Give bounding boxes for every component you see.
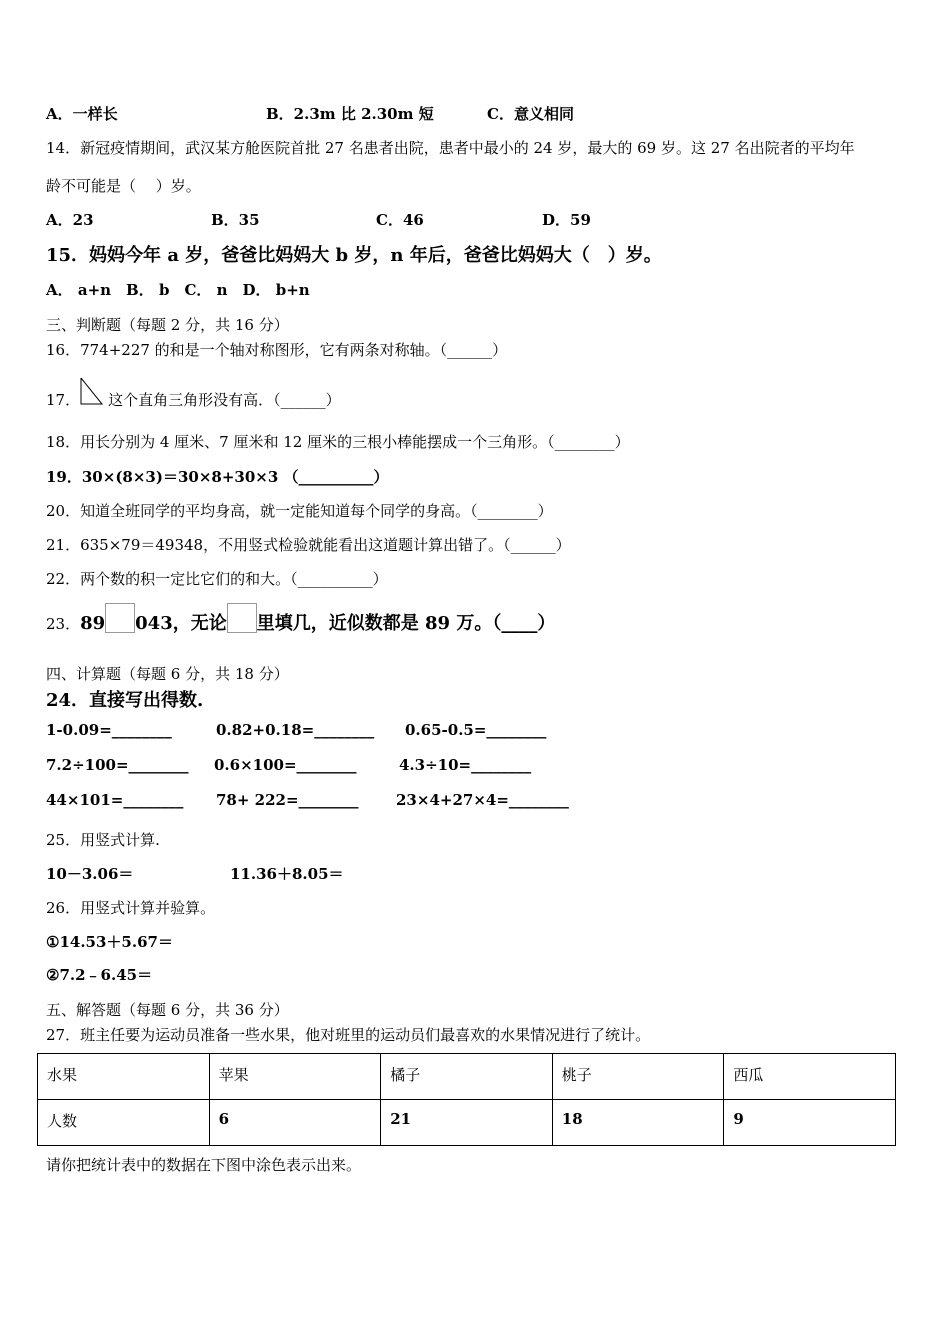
q13-option-a: A．一样长 [46,105,118,123]
table-cell: 18 [552,1100,724,1146]
q23-middle: 043，无论 [135,613,227,634]
q13-option-b: B．2.3m 比 2.30m 短 [266,105,434,123]
q14-line2: 龄不可能是（ ）岁。 [46,177,201,195]
q20: 20．知道全班同学的平均身高，就一定能知道每个同学的身高。（________） [46,502,553,520]
q18: 18．用长分别为 4 厘米、7 厘米和 12 厘米的三根小棒能摆成一个三角形。（________） [46,433,630,451]
table-cell: 橘子 [381,1054,553,1100]
q24-title: 24．直接写出得数. [46,690,204,711]
section4-heading: 四、计算题（每题 6 分，共 18 分） [46,665,289,683]
q25-item-1: 10－3.06＝ [46,865,134,883]
table-row [38,1054,896,1100]
q17-number: 17． [46,391,81,409]
blank-box [227,603,257,633]
q26-item-2: ②7.2﹣6.45＝ [46,966,153,984]
table-cell: 苹果 [209,1054,381,1100]
q27-instruction: 请你把统计表中的数据在下图中涂色表示出来。 [46,1156,362,1174]
q26-title: 26．用竖式计算并验算。 [46,899,216,917]
q24-r2-c2: 0.6×100=________ [214,756,357,774]
q14-line1: 14．新冠疫情期间，武汉某方舱医院首批 27 名患者出院，患者中最小的 24 岁，最大的 69 岁。这 27 名出院者的平均年 [46,139,855,157]
table-cell: 水果 [38,1054,210,1100]
table-cell: 桃子 [552,1054,724,1100]
table-cell: 人数 [38,1100,210,1146]
q24-r3-c2: 78+ 222=________ [216,791,359,809]
q15-question: 15．妈妈今年 a 岁，爸爸比妈妈大 b 岁，n 年后，爸爸比妈妈大（ ）岁。 [46,245,662,266]
section3-heading: 三、判断题（每题 2 分，共 16 分） [46,316,289,334]
q14-option-b: B．35 [211,211,260,229]
q23-number: 23． [46,615,81,633]
q27-text: 27．班主任要为运动员准备一些水果，他对班里的运动员们最喜欢的水果情况进行了统计。 [46,1026,651,1044]
table-cell: 6 [209,1100,381,1146]
q14-option-c: C．46 [376,211,424,229]
table-cell: 西瓜 [724,1054,896,1100]
q24-r1-c3: 0.65-0.5=________ [405,721,547,739]
q24-r3-c3: 23×4+27×4=________ [396,791,569,809]
fruit-stats-table [37,1053,896,1146]
q26-item-1: ①14.53＋5.67＝ [46,933,173,951]
q22: 22．两个数的积一定比它们的和大。（__________） [46,570,388,588]
q25-title: 25．用竖式计算. [46,831,160,849]
q19: 19．30×(8×3)＝30×8+30×3 （__________） [46,468,389,486]
q14-option-d: D．59 [542,211,591,229]
q17 [46,377,341,410]
q21: 21．635×79＝49348，不用竖式检验就能看出这道题计算出错了。（______） [46,536,571,554]
q23-prefix: 89 [80,613,106,634]
q25-item-2: 11.36＋8.05＝ [230,865,344,883]
q17-text: 这个直角三角形没有高．（______） [108,391,341,409]
q14-option-a: A．23 [46,211,94,229]
q16: 16．774+227 的和是一个轴对称图形，它有两条对称轴。（______） [46,341,508,359]
q24-r3-c1: 44×101=________ [46,791,184,809]
q24-r1-c1: 1-0.09=________ [46,721,172,739]
q15-options: A． a+n B． b C． n D． b+n [46,281,310,299]
q24-r2-c1: 7.2÷100=________ [46,756,189,774]
right-triangle-figure [80,377,104,407]
blank-box [105,603,135,633]
q24-r2-c3: 4.3÷10=________ [399,756,532,774]
q23-suffix: 里填几，近似数都是 89 万。（____） [256,613,556,634]
table-cell: 21 [381,1100,553,1146]
q24-r1-c2: 0.82+0.18=________ [216,721,375,739]
q23 [46,599,555,635]
section5-heading: 五、解答题（每题 6 分，共 36 分） [46,1001,289,1019]
table-row [38,1100,896,1146]
q13-option-c: C．意义相同 [487,105,574,123]
table-cell: 9 [724,1100,896,1146]
